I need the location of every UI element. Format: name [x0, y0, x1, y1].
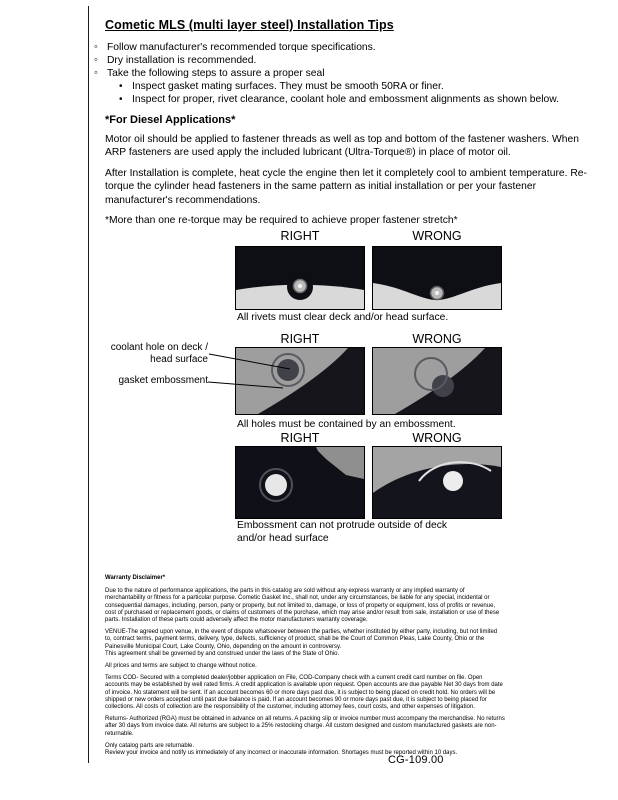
- legal-paragraph-returns: Returns- Authorized (RGA) must be obtained in advance on all returns. A packing slip or invoice number must accompany the merchandise. No returns after 30 days from invoice date. All returns are subject to a 25% restocking charge. All custom designed and custom manufactured gaskets are non-returnable.: [105, 716, 505, 737]
- legal-paragraph-prices: All prices and terms are subject to change without notice.: [105, 663, 257, 670]
- tip-item-dry-install: ◦ Dry installation is recommended.: [94, 54, 599, 67]
- tip-item-torque: ◦ Follow manufacturer's recommended torque specifications.: [94, 41, 599, 54]
- figure1-wrong-label: WRONG: [412, 229, 462, 243]
- legal-paragraph-catalog-parts: Only catalog parts are returnable.: [105, 742, 195, 749]
- legal-paragraph-invoice-review: Review your invoice and notify us immediately of any incorrect or inaccurate information. Shortages must be reported within 10 days.: [105, 750, 458, 757]
- installation-tips-list: [94, 41, 599, 106]
- figure3-caption: Embossment can not protrude outside of deck and/or head surface: [237, 520, 448, 544]
- figure2-wrong-label: WRONG: [412, 332, 462, 346]
- left-margin-rule: [88, 6, 89, 763]
- legal-paragraph-terms-cod: Terms COD- Secured with a completed dealer/jobber application on File, COD-Company check with a current credit card number on file. Open accounts may be established by well rated firms. A credit application is available upon request. Open accounts are due payable Net 30 days from date of invoice. No statement will be sent. If an account becomes 60 or more days past due, it is subject to being placed on credit hold. No orders will be shipped or new orders accepted until past due balance is paid. If an account becomes 90 or more days past due, it is subject to being placed for collections. All costs of collection are the responsibility of the customer, including attorney fees, court costs, and other expenses of litigation.: [105, 675, 503, 711]
- legal-paragraph-governing-law: This agreement shall be governed by and construed under the laws of the State of Ohio.: [105, 650, 340, 657]
- figure3-wrong-label: WRONG: [412, 431, 462, 445]
- legal-paragraph-venue: VENUE-The agreed upon venue, in the event of dispute whatsoever between the parties, whether instituted by either party, including, but not limited to, contract terms, payment terms, delivery, type, defects, sufficiency of product, shall be the Court of Common Pleas, Lake County, Ohio or the Painesville Municipal Court, Lake County, Ohio, depending on the amount in controversy.: [105, 629, 498, 650]
- callout-pointer-lines: [205, 344, 305, 394]
- figure2-right-label: RIGHT: [280, 332, 320, 346]
- rivet-wrong-photo: [372, 246, 502, 310]
- warranty-heading: Warranty Disclaimer*: [105, 575, 166, 581]
- embossment-wrong-photo: [372, 446, 502, 519]
- callout-gasket-embossment-label: gasket embossment: [118, 375, 208, 386]
- tip-subitem-alignments: • Inspect for proper, rivet clearance, coolant hole and embossment alignments as shown below.: [119, 93, 599, 106]
- diesel-heading: *For Diesel Applications*: [105, 114, 236, 126]
- figure3-right-label: RIGHT: [280, 431, 320, 445]
- tip-item-proper-seal: ◦ Take the following steps to assure a proper seal: [94, 67, 599, 80]
- diesel-paragraph-motor-oil: Motor oil should be applied to fastener threads as well as top and bottom of the fastener washers. When ARP fasteners are used apply the included lubricant (Ultra-Torque®) in place of motor oil.: [105, 134, 579, 159]
- diesel-applications-section: [105, 114, 602, 234]
- warranty-disclaimer-section: [105, 575, 505, 762]
- figure1-right-label: RIGHT: [280, 229, 320, 243]
- tip-subitem-mating-surfaces: • Inspect gasket mating surfaces. They must be smooth 50RA or finer.: [119, 80, 599, 93]
- rivet-right-photo: [235, 246, 365, 310]
- diesel-paragraph-heat-cycle: After Installation is complete, heat cycle the engine then let it completely cool to ambient temperature. Re-torque the cylinder head fasteners in the same pattern as initial installation or per your fastener manufacturer's recommendations.: [105, 167, 587, 206]
- page-title: Cometic MLS (multi layer steel) Installation Tips: [105, 18, 394, 32]
- embossment-right-photo: [235, 446, 365, 519]
- legal-paragraph-warranty: Due to the nature of performance applications, the parts in this catalog are sold without any express warranty or any implied warranty of merchantability or fitness for a particular purpose. Cometic Gasket Inc., shall not, under any circumstances, be liable for any special, incidental or consequential damages, including, person, party or property, but not limited to, damage, or loss of property or equipment, loss of profits or revenue, cost of purchased or replacement goods, or claims of customers of the purchase, which may arise and/or result from sale, installation or use of these parts. Installation of these parts could adversely affect the motor manufacturers warranty coverage.: [105, 588, 500, 624]
- diesel-retorque-note: *More than one re-torque may be required to achieve proper fastener stretch*: [105, 215, 458, 227]
- coolant-hole-wrong-photo: [372, 347, 502, 415]
- figure2-caption: All holes must be contained by an embossment.: [237, 419, 456, 430]
- document-code: CG-109.00: [388, 754, 444, 766]
- figure1-caption: All rivets must clear deck and/or head surface.: [237, 312, 449, 323]
- callout-coolant-hole-label: coolant hole on deck / head surface: [110, 342, 208, 365]
